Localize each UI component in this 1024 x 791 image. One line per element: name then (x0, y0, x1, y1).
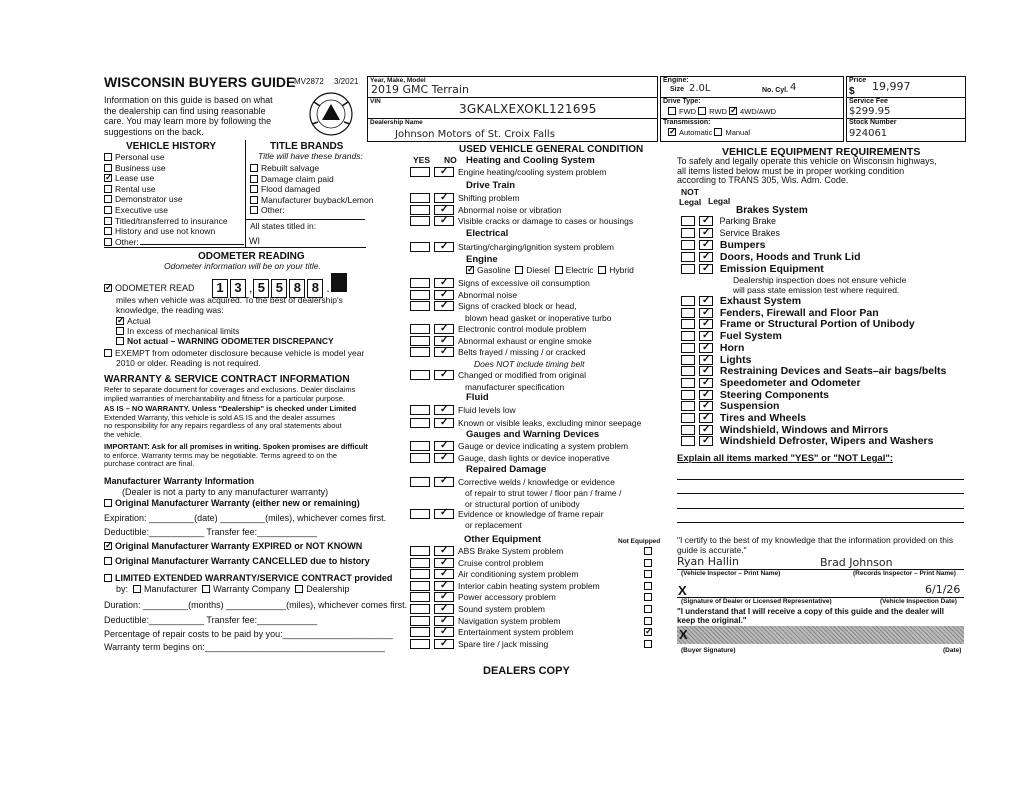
elec-title: Electrical (466, 228, 509, 239)
heating-title: Heating and Cooling System (466, 155, 595, 166)
buyer-signature-field[interactable] (677, 626, 964, 644)
fuel-diesel-checkbox[interactable] (515, 266, 523, 274)
inspector-name: Ryan Hallin (677, 555, 739, 568)
odometer-title: ODOMETER READING (198, 251, 305, 262)
legal2-label: Legal (708, 196, 731, 206)
gauge-title: Gauges and Warning Devices (466, 429, 600, 440)
price-label: Price (849, 77, 867, 84)
limited-checkbox[interactable] (104, 574, 112, 582)
engine-label: Engine: (663, 77, 689, 84)
history-title: VEHICLE HISTORY (126, 141, 217, 152)
history-checkbox[interactable] (104, 217, 112, 225)
odometer-excess-checkbox[interactable] (116, 327, 124, 335)
warranty-title: WARRANTY & SERVICE CONTRACT INFORMATION (104, 374, 350, 385)
expiration-line: Expiration: _________(date) _________(miles), whichever comes first. (104, 513, 387, 523)
duration-line: Duration: _________(months) ____________(miles), whichever comes first. (104, 600, 408, 610)
understand-text: "I understand that I will receive a copy of this guide and the dealer will keep the original." (677, 607, 944, 625)
odometer-desc: miles when vehicle was acquired. To the best of dealership's knowledge, the reading was: (116, 295, 343, 315)
states-titled: WI (249, 236, 260, 246)
stock-label: Stock Number (849, 119, 897, 126)
year-make-model: 2019 GMC Terrain (371, 83, 469, 96)
drive-title: Drive Train (466, 180, 516, 191)
by-mfr-checkbox[interactable] (133, 585, 141, 593)
drive-4wd-checkbox[interactable] (729, 107, 737, 115)
dealership-name: Johnson Motors of St. Croix Falls (395, 129, 555, 140)
equipment-title: VEHICLE EQUIPMENT REQUIREMENTS (722, 146, 921, 158)
dealer-sig-x: X (678, 583, 687, 598)
elec-row: ✓Starting/charging/ignition system problem (410, 242, 614, 253)
drive-fwd-checkbox[interactable] (668, 107, 676, 115)
heating-row: ✓Engine heating/cooling system problem (410, 167, 606, 178)
inspector-label: (Vehicle Inspector – Print Name) (681, 570, 781, 577)
dealers-copy: DEALERS COPY (483, 665, 570, 677)
form-title: WISCONSIN BUYERS GUIDE (104, 74, 296, 90)
no-header: NO (444, 155, 457, 165)
brand-checkbox[interactable] (250, 185, 258, 193)
by-dealer-checkbox[interactable] (295, 585, 303, 593)
dealer-label: Dealership Name (370, 119, 423, 126)
history-checkbox[interactable] (104, 164, 112, 172)
not-equipped-header: Not Equipped (618, 538, 661, 545)
history-checkbox[interactable] (104, 206, 112, 214)
recorder-label: (Records Inspector – Print Name) (853, 570, 956, 577)
trans-label: Transmission: (663, 119, 711, 126)
history-checkbox[interactable] (104, 227, 112, 235)
recorder-name: Brad Johnson (820, 556, 893, 569)
brakes-rows: ✓ Parking Brake ✓ Service Brakes (681, 215, 780, 239)
form-number: MV2872 (294, 77, 324, 86)
buyer-sig-x: X (679, 627, 688, 642)
transmission-options: ✓Automatic Manual (668, 128, 750, 138)
trans-manual-checkbox[interactable] (714, 128, 722, 136)
vin-number: 3GKALXEXOKL121695 (459, 102, 597, 116)
sig-label: (Signature of Dealer or Licensed Representative) (681, 598, 832, 605)
odometer-options: ✓Actual In excess of mechanical limits Not actual – WARNING ODOMETER DISCREPANCY (116, 316, 334, 347)
engine-size: 2.0L (689, 83, 711, 94)
mfr-title: Manufacturer Warranty Information (104, 476, 255, 486)
history-checkbox[interactable] (104, 174, 112, 182)
other-rows: ✓ABS Brake System problem ✓Cruise control problem ✓Air conditioning system problem ✓Interior cabin heating system problem ✓Power accessory problem ✓Sound system problem ✓Navigation system problem ✓Entertainment system problem ✓ ✓Spare tire / jack missing (410, 546, 600, 650)
price-value: 19,997 (872, 80, 911, 93)
certify-text: "I certify to the best of my knowledge that the information provided on this guide is accurate." (677, 535, 954, 555)
history-list: Personal use Business use ✓Lease use Rental use Demonstrator use Executive use Titled/transferred to insurance History and use not known Other: (104, 152, 228, 247)
service-fee: $299.95 (849, 106, 891, 117)
inspection-date: 6/1/26 (925, 583, 961, 596)
deductible-line: Deductible:___________ Transfer fee:____________ (104, 527, 318, 537)
brands-subtitle: Title will have these brands: (258, 151, 363, 161)
odometer-subtitle: Odometer information will be on your title. (164, 261, 321, 271)
equipment-rows-2: ✓ Exhaust System ✓ Fenders, Firewall and Floor Pan ✓ Frame or Structural Portion of Unibody ✓ Fuel System ✓ Horn ✓ Lights ✓ Restraining Devices and Seats–air bags/belts ✓ Speedometer and Odometer ✓ Steering Components ✓ Suspension ✓ Tires and Wheels ✓ Windshield, Windows and Mirrors ✓ Windshield Defroster, Wipers and Washers (681, 296, 946, 448)
trans-auto-checkbox[interactable] (668, 128, 676, 136)
engine-title: Engine (466, 254, 498, 265)
brands-list: Rebuilt salvage Damage claim paid Flood damaged Manufacturer buyback/Lemon Other: (250, 163, 373, 216)
by-company-checkbox[interactable] (202, 585, 210, 593)
brands-title: TITLE BRANDS (270, 141, 344, 152)
repair-rows: ✓Corrective welds / knowledge or evidence of repair to strut tower / floor pan / frame / or structural portion of unibody ✓Evidence or knowledge of frame repair or replacement (410, 477, 621, 531)
history-checkbox[interactable] (104, 185, 112, 193)
expired-checkbox[interactable] (104, 542, 112, 550)
legal-label: Legal (679, 197, 702, 207)
drive-rows: ✓Shifting problem ✓Abnormal noise or vibration ✓Visible cracks or damage to cases or housings (410, 193, 633, 228)
limited-warranty: LIMITED EXTENDED WARRANTY/SERVICE CONTRACT provided (104, 573, 392, 583)
orig-warranty: Original Manufacturer Warranty (either new or remaining) (104, 498, 360, 508)
size-label: Size (670, 86, 685, 93)
dot-seal-icon (302, 90, 360, 138)
cylinders: 4 (790, 82, 797, 93)
begins-line: Warranty term begins on:____________________________________ (104, 642, 385, 652)
odometer-exempt: EXEMPT from odometer disclosure because vehicle is model year 2010 or older. Reading is not required. (104, 348, 364, 368)
odometer-notactual-checkbox[interactable] (116, 337, 124, 345)
warranty-as-is: AS IS – NO WARRANTY. Unless "Dealership" is checked under Limited Extended Warranty, this vehicle is sold AS IS and the dealer assumes no responsibility for any repairs regardless of any oral statements about the vehicle. (104, 404, 357, 439)
brand-checkbox[interactable] (250, 164, 258, 172)
fluid-title: Fluid (466, 392, 489, 403)
brand-checkbox[interactable] (250, 175, 258, 183)
not-label: NOT (681, 187, 699, 197)
repair-title: Repaired Damage (466, 464, 547, 475)
brakes-title: Brakes System (736, 205, 808, 216)
form-intro: Information on this guide is based on what the dealership can find using reasonable care. You may learn more by following the suggestions on the back. (104, 95, 273, 137)
brand-checkbox[interactable] (250, 196, 258, 204)
history-checkbox[interactable] (104, 153, 112, 161)
mfr-sub: (Dealer is not a party to any manufacturer warranty) (122, 487, 329, 497)
stock-number: 924061 (849, 128, 888, 139)
history-checkbox[interactable] (104, 195, 112, 203)
history-checkbox[interactable] (104, 238, 112, 246)
deductible2-line: Deductible:___________ Transfer fee:____________ (104, 615, 318, 625)
fuel-gas-checkbox[interactable] (466, 266, 474, 274)
dollar-sign: $ (849, 86, 855, 97)
fuel-electric-checkbox[interactable] (555, 266, 563, 274)
fuel-options: ✓Gasoline Diesel Electric Hybrid (466, 266, 634, 276)
engine-rows: ✓Signs of excessive oil consumption ✓Abnormal noise ✓Signs of cracked block or head, blown head gasket or inoperative turbo ✓Electronic control module problem ✓Abnormal exhaust or engine smoke ✓Belts frayed / missing / or cracked Does NOT include timing belt ✓Changed or modified from original manufacturer specification (410, 278, 611, 393)
expired-warranty: ✓Original Manufacturer Warranty EXPIRED or NOT KNOWN (104, 541, 362, 551)
drive-label: Drive Type: (663, 98, 701, 105)
states-label: All states titled in: (250, 221, 317, 231)
vin-label: VIN (370, 98, 381, 105)
drive-rwd-checkbox[interactable] (698, 107, 706, 115)
buyer-date-label: (Date) (943, 647, 962, 654)
warranty-p1: Refer to separate document for coverages and exclusions. Dealer disclaims implied warranties of merchantability and fitness for a particular purpose. (104, 385, 356, 403)
other-title: Other Equipment (464, 534, 542, 545)
buyer-label: (Buyer Signature) (681, 647, 736, 654)
form-date: 3/2021 (334, 77, 359, 86)
date-label: (Vehicle Inspection Date) (880, 598, 957, 605)
odometer-read-label: ✓ODOMETER READ (104, 283, 195, 293)
fluid-rows: ✓Fluid levels low ✓Known or visible leaks, excluding minor seepage (410, 404, 641, 429)
cancelled-warranty: Original Manufacturer Warranty CANCELLED due to history (104, 556, 370, 566)
cyl-label: No. Cyl. (762, 87, 789, 94)
gauge-rows: ✓Gauge or device indicating a system problem ✓Gauge, dash lights or device inoperative (410, 441, 628, 465)
equipment-desc: To safely and legally operate this vehicle on Wisconsin highways, all items listed below must be in proper working condition according to TRANS 305, Wis. Adm. Code. (677, 156, 937, 186)
condition-title: USED VEHICLE GENERAL CONDITION (459, 144, 644, 155)
fuel-hybrid-checkbox[interactable] (598, 266, 606, 274)
equipment-rows-1: ✓ Bumpers ✓ Doors, Hoods and Trunk Lid ✓ Emission Equipment (681, 239, 861, 275)
odometer-read-checkbox[interactable] (104, 284, 112, 292)
exempt-checkbox[interactable] (104, 349, 112, 357)
explain-label: Explain all items marked "YES" or "NOT Legal": (677, 453, 893, 464)
ymm-label: Year, Make, Model (370, 77, 426, 84)
emission-note: Dealership inspection does not ensure vehicle will pass state emission test where required. (733, 275, 907, 295)
cancelled-checkbox[interactable] (104, 557, 112, 565)
orig-warranty-checkbox[interactable] (104, 499, 112, 507)
odometer-actual-checkbox[interactable] (116, 317, 124, 325)
limited-by: by: Manufacturer Warranty Company Dealership (116, 584, 350, 594)
warranty-important: IMPORTANT: Ask for all promises in writing. Spoken promises are difficult to enforce. Warranty terms may be negotiable. Terms agreed to on the purchase contract are final. (104, 442, 368, 469)
odometer-digits: 1 3 , 5 5 8 8 . (212, 273, 349, 298)
drive-type-options: FWD RWD ✓ 4WD/AWD (668, 107, 776, 117)
yes-header: YES (413, 155, 431, 165)
fee-label: Service Fee (849, 98, 888, 105)
brand-checkbox[interactable] (250, 206, 258, 214)
pct-line: Percentage of repair costs to be paid by you:______________________ (104, 629, 393, 639)
